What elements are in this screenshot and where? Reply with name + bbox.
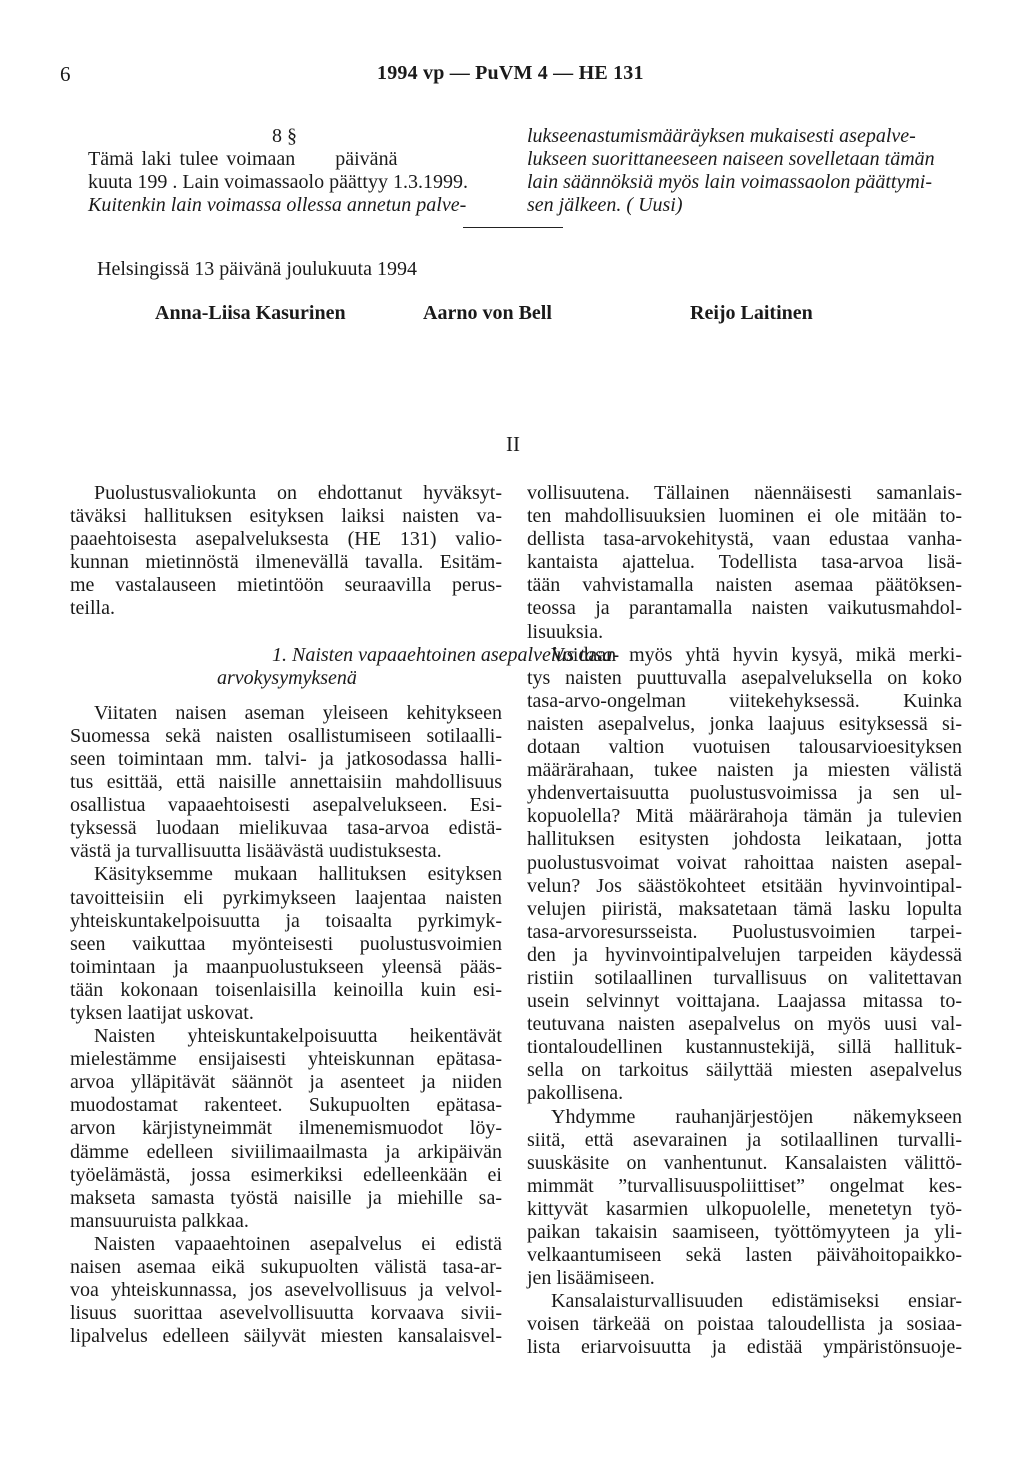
section-8-left-text	[88, 148, 508, 217]
signatory-name: Reijo Laitinen	[690, 302, 813, 324]
text-line: Naisten yhteiskuntakelpoisuutta heikentävät	[94, 1025, 502, 1048]
text-line: hallituksen esitysten johdosta leikataan, jotta	[527, 828, 962, 851]
signatory-name: Aarno von Bell	[423, 302, 552, 324]
text-line: Tämä laki tulee voimaan päivänä	[88, 148, 398, 170]
text-line: siitä, että asevarainen ja sotilaallinen turvalli-	[527, 1128, 962, 1151]
text-line: naisen asemaa eikä sukupuolten välistä tasa-ar-	[70, 1256, 502, 1278]
text-line: ten mahdollisuuksien luominen ei ole mitään to-	[527, 505, 962, 528]
text-line: sen jälkeen. ( Uusi)	[527, 194, 683, 216]
text-line: velun? Jos säästökohteet etsitään hyvinvointipal-	[527, 874, 962, 897]
running-header: 1994 vp — PuVM 4 — HE 131	[377, 62, 644, 84]
text-line: kuuta 199 . Lain voimassaolo päättyy 1.3.1999.	[88, 171, 468, 193]
text-line: pakollisena.	[527, 1082, 624, 1105]
text-line: seen vaikuttaa myönteisesti puolustusvoimien	[70, 932, 502, 955]
signatory-name: Anna-Liisa Kasurinen	[155, 302, 346, 324]
text-line: kantaista ajattelua. Todellista tasa-arvoa lisä-	[527, 551, 962, 574]
text-line: lukseen suorittaneeseen naiseen sovelletaan tämän	[527, 148, 935, 170]
text-line: työelämästä, jossa esimerkiksi edelleenkään ei	[70, 1163, 502, 1186]
text-line: Naisten vapaaehtoinen asepalvelus ei edistä	[94, 1232, 502, 1255]
text-line: Voidaan myös yhtä hyvin kysyä, mikä merki-	[551, 643, 962, 666]
text-line: den ja hyvinvointipalvelujen tarpeiden käydessä	[527, 943, 962, 966]
text-line: tavoitteisiin eli pyrkimykseen laajentaa naisten	[70, 886, 502, 909]
text-line: voisen tärkeää on poistaa taloudellista ja sosiaa-	[527, 1313, 962, 1336]
text-line: määrärahaan, tukee naisten ja miesten välistä	[527, 759, 962, 782]
place-date: Helsingissä 13 päivänä joulukuuta 1994	[97, 258, 417, 280]
text-line: me vastalauseen mietintöön seuraavilla perus-	[70, 574, 502, 597]
text-line: Kuitenkin lain voimassa ollessa annetun palve-	[88, 194, 467, 216]
text-line: tään vahvistamalla naisten asemaa päätöksen-	[527, 574, 962, 597]
text-line: tus esittää, että naisille annettaisiin mahdollisuus	[70, 771, 502, 794]
text-line: mielestämme ensijaisesti yhteiskunnan epätasa-	[70, 1048, 502, 1071]
text-line: yhteiskuntakelpoisuutta ja toisaalta pyrkimyk-	[70, 909, 502, 932]
divider-rule	[463, 227, 563, 228]
text-line: sella on tarkoitus säilyttää miesten asepalvelus	[527, 1059, 962, 1082]
right-column	[527, 482, 962, 1360]
part-number: II	[506, 432, 520, 456]
text-line: velujen piiristä, maksatetaan tämä lasku lopulta	[527, 897, 962, 920]
text-line: kunnan mietinnöstä ilmenevällä tavalla. Esitäm-	[70, 551, 502, 574]
section-heading: arvokysymyksenä	[217, 666, 357, 689]
section-heading: 1. Naisten vapaaehtoinen asepalvelus tasa-	[272, 643, 620, 666]
text-line: lisuus suorittaa asevelvollisuutta korvaava sivii-	[70, 1302, 502, 1325]
text-line: Kansalaisturvallisuuden edistämiseksi ensiar-	[551, 1290, 962, 1313]
text-line: toimintaan ja maanpuolustukseen yleensä pääs-	[70, 955, 502, 978]
text-line: makseta samasta työstä naisille ja miehille sa-	[70, 1186, 502, 1209]
text-line: kittyvät kasarmien ulkopuolelle, menetetyn työ-	[527, 1197, 962, 1220]
text-line: Yhdymme rauhanjärjestöjen näkemykseen	[551, 1105, 962, 1128]
text-line: paaehtoisesta asepalveluksesta (HE 131) valio-	[70, 528, 502, 551]
text-line: mimmät ”turvallisuuspoliittiset” ongelmat kes-	[527, 1174, 962, 1197]
text-line: tään kokonaan toisenlaisilla keinoilla kuin esi-	[70, 978, 502, 1001]
text-line: dämme edelleen siviilimaailmasta ja arkipäivän	[70, 1140, 502, 1163]
text-line: västä ja turvallisuutta lisäävästä uudistuksesta.	[70, 840, 442, 863]
text-line: dellista tasa-arvokehitystä, vaan edustaa vanha-	[527, 528, 962, 551]
text-line: arvoa ylläpitävät säännöt ja asenteet ja niiden	[70, 1071, 502, 1094]
text-line: ristiin sotilaallinen turvallisuus on valitettavan	[527, 966, 962, 989]
text-line: seen toimintaan mm. talvi- ja jatkosodassa halli-	[70, 747, 502, 770]
text-line: jen lisäämiseen.	[527, 1267, 655, 1290]
text-line: teossa ja parantamalla naisten vaikutusmahdol-	[527, 597, 962, 620]
text-line: lisuuksia.	[527, 620, 604, 643]
text-line: dotaan valtion vuotuisen talousarvioesityksen	[527, 736, 962, 759]
text-line: velkaantumiseen sekä lasten päivähoitopaikko-	[527, 1244, 962, 1267]
text-line: Puolustusvaliokunta on ehdottanut hyväksyt-	[94, 482, 502, 504]
text-line: tasa-arvo-ongelman viitekehyksessä. Kuinka	[527, 689, 962, 712]
text-line: lukseenastumismääräyksen mukaisesti asepalve-	[527, 125, 916, 147]
text-line: puolustusvoimat voivat rahoittaa naisten asepal-	[527, 851, 962, 874]
text-line: tyksessä luodaan mielikuvaa tasa-arvoa edistä-	[70, 817, 502, 840]
text-line: teilla.	[70, 597, 115, 620]
text-line: lain säännöksiä myös lain voimassaolon päättymi-	[527, 171, 932, 193]
text-line: yhdenvertaisuutta puolustusvoimissa ja sen ul-	[527, 782, 962, 805]
text-line: naisten asepalvelus, jonka laajuus esityksessä si-	[527, 712, 962, 735]
text-line: tasa-arvoresursseista. Puolustusvoimien tarpei-	[527, 920, 962, 943]
text-line: muodostamat rakenteet. Sukupuolten epätasa-	[70, 1094, 502, 1117]
text-line: Viitaten naisen aseman yleiseen kehitykseen	[94, 701, 502, 724]
text-line: lista eriarvoisuutta ja edistää ympäristönsuoje-	[527, 1336, 962, 1359]
text-line: lipalvelus edelleen säilyvät miesten kansalaisvel-	[70, 1325, 502, 1348]
text-line: Suomessa sekä naisten osallistumiseen sotilaalli-	[70, 724, 502, 747]
text-line: teutuvana naisten asepalvelus on myös uusi val-	[527, 1013, 962, 1036]
text-line: paikan takaisin saamiseen, työttömyyteen ja yli-	[527, 1221, 962, 1243]
text-line: mansuuruista palkkaa.	[70, 1209, 249, 1232]
text-line: osallistua vapaaehtoisesti asepalvelukseen. Esi-	[70, 794, 502, 817]
text-line: tyksen laatijat uskovat.	[70, 1001, 254, 1024]
text-line: arvon kärjistyneimmät ilmenemismuodot löy-	[70, 1117, 502, 1140]
text-line: kopuolella? Mitä määrärahoja tämän ja tulevien	[527, 805, 962, 828]
text-line: usein selvinnyt voittajana. Laajassa mitassa to-	[527, 990, 962, 1013]
text-line: tiontaloudellinen kustannustekijä, sillä hallituk-	[527, 1036, 962, 1059]
text-line: Käsityksemme mukaan hallituksen esityksen	[94, 863, 502, 886]
text-line: tys naisten puuttuvalla asepalveluksella on koko	[527, 666, 962, 689]
text-line: täväksi hallituksen esityksen laiksi naisten va-	[70, 505, 502, 528]
section-8-right-text	[527, 125, 962, 217]
section-number: 8 §	[272, 125, 297, 147]
text-line: suuskäsite on vanhentunut. Kansalaisten välittö-	[527, 1151, 962, 1174]
page-number: 6	[60, 62, 71, 86]
text-line: vollisuutena. Tällainen näennäisesti samanlais-	[527, 482, 962, 504]
text-line: voa yhteiskunnassa, jos asevelvollisuus ja velvol-	[70, 1279, 502, 1302]
